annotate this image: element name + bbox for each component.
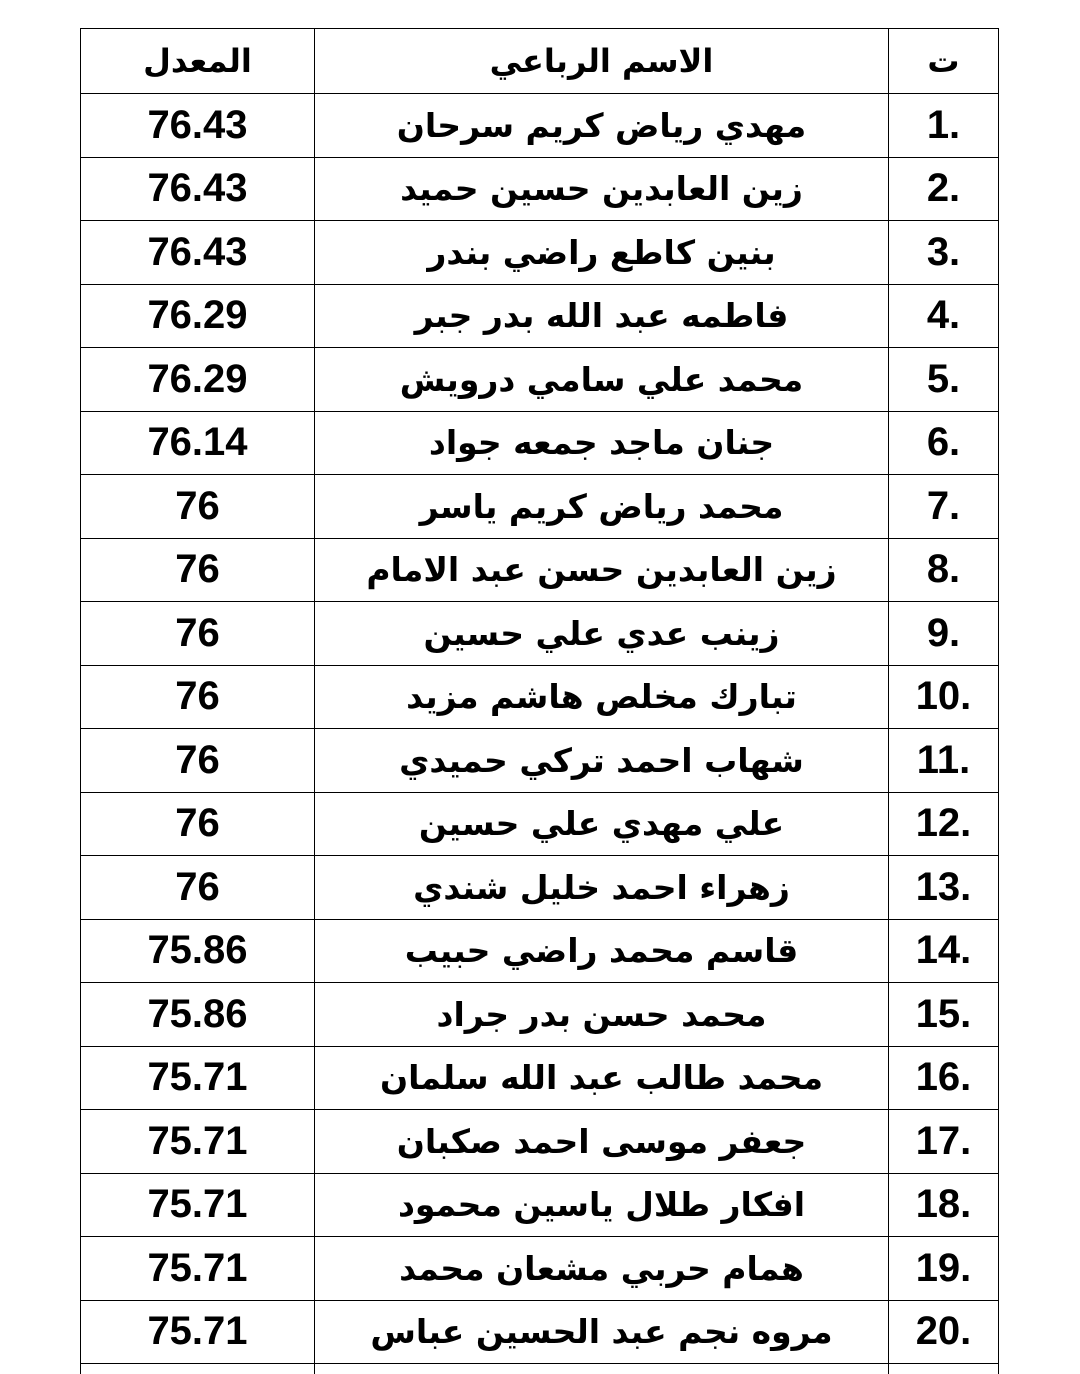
row-name: محمد حسن بدر جراد <box>315 983 889 1047</box>
row-number: 7. <box>889 475 999 539</box>
row-average: 76.43 <box>81 221 315 285</box>
table-row <box>81 221 999 285</box>
row-name: جنان ماجد جمعه جواد <box>315 411 889 475</box>
table-row <box>81 1173 999 1237</box>
row-name: افكار طلال ياسين محمود <box>315 1173 889 1237</box>
table-row <box>81 983 999 1047</box>
row-number: 12. <box>889 792 999 856</box>
row-number: 15. <box>889 983 999 1047</box>
row-number: 8. <box>889 538 999 602</box>
results-table-container <box>80 28 1000 1374</box>
row-name: زين العابدين حسن عبد الامام <box>315 538 889 602</box>
row-number: 16. <box>889 1046 999 1110</box>
row-average: 76.14 <box>81 411 315 475</box>
row-name: محمد علي سامي درويش <box>315 348 889 412</box>
row-number: 3. <box>889 221 999 285</box>
row-number: 10. <box>889 665 999 729</box>
row-number: 4. <box>889 284 999 348</box>
row-name: زين العابدين حسين حميد <box>315 157 889 221</box>
partial-cell <box>81 1364 315 1374</box>
row-name: مروه نجم عبد الحسين عباس <box>315 1300 889 1364</box>
row-name: محمد رياض كريم ياسر <box>315 475 889 539</box>
row-average: 76 <box>81 856 315 920</box>
row-average: 76.29 <box>81 284 315 348</box>
row-average: 75.71 <box>81 1046 315 1110</box>
table-row <box>81 602 999 666</box>
table-row <box>81 1237 999 1301</box>
row-name: فاطمه عبد الله بدر جبر <box>315 284 889 348</box>
row-average: 75.71 <box>81 1237 315 1301</box>
row-name: قاسم محمد راضي حبيب <box>315 919 889 983</box>
row-average: 75.71 <box>81 1110 315 1174</box>
table-row <box>81 856 999 920</box>
row-number: 19. <box>889 1237 999 1301</box>
row-average: 76 <box>81 538 315 602</box>
row-name: بنين كاطع راضي بندر <box>315 221 889 285</box>
row-number: 14. <box>889 919 999 983</box>
table-body <box>81 94 999 1374</box>
row-average: 76 <box>81 792 315 856</box>
table-row <box>81 1046 999 1110</box>
table-row <box>81 411 999 475</box>
table-row <box>81 1110 999 1174</box>
row-number: 13. <box>889 856 999 920</box>
row-average: 76 <box>81 475 315 539</box>
row-number: 5. <box>889 348 999 412</box>
row-average: 76 <box>81 665 315 729</box>
row-number: 20. <box>889 1300 999 1364</box>
row-average: 75.86 <box>81 983 315 1047</box>
table-row <box>81 1300 999 1364</box>
row-average: 76 <box>81 602 315 666</box>
row-number: 9. <box>889 602 999 666</box>
row-name: زينب عدي علي حسين <box>315 602 889 666</box>
row-number: 18. <box>889 1173 999 1237</box>
row-average: 76.43 <box>81 94 315 158</box>
row-name: مهدي رياض كريم سرحان <box>315 94 889 158</box>
table-row <box>81 348 999 412</box>
row-name: همام حربي مشعان محمد <box>315 1237 889 1301</box>
table-row <box>81 157 999 221</box>
table-row <box>81 665 999 729</box>
table-row <box>81 919 999 983</box>
row-number: 1. <box>889 94 999 158</box>
header-name: الاسم الرباعي <box>315 29 889 94</box>
row-number: 17. <box>889 1110 999 1174</box>
row-average: 75.86 <box>81 919 315 983</box>
row-average: 75.71 <box>81 1173 315 1237</box>
table-row <box>81 792 999 856</box>
partial-cell <box>889 1364 999 1374</box>
header-average: المعدل <box>81 29 315 94</box>
row-average: 75.71 <box>81 1300 315 1364</box>
row-number: 2. <box>889 157 999 221</box>
row-average: 76.43 <box>81 157 315 221</box>
row-name: جعفر موسى احمد صكبان <box>315 1110 889 1174</box>
table-row <box>81 94 999 158</box>
table-row <box>81 729 999 793</box>
table-row <box>81 538 999 602</box>
header-number: ت <box>889 29 999 94</box>
table-row-partial <box>81 1364 999 1374</box>
row-number: 6. <box>889 411 999 475</box>
row-name: شهاب احمد تركي حميدي <box>315 729 889 793</box>
table-row <box>81 284 999 348</box>
row-name: علي مهدي علي حسين <box>315 792 889 856</box>
partial-cell <box>315 1364 889 1374</box>
row-average: 76 <box>81 729 315 793</box>
row-number: 11. <box>889 729 999 793</box>
row-average: 76.29 <box>81 348 315 412</box>
row-name: زهراء احمد خليل شندي <box>315 856 889 920</box>
results-table <box>80 28 999 1374</box>
table-header-row <box>81 29 999 94</box>
row-name: تبارك مخلص هاشم مزيد <box>315 665 889 729</box>
row-name: محمد طالب عبد الله سلمان <box>315 1046 889 1110</box>
table-row <box>81 475 999 539</box>
